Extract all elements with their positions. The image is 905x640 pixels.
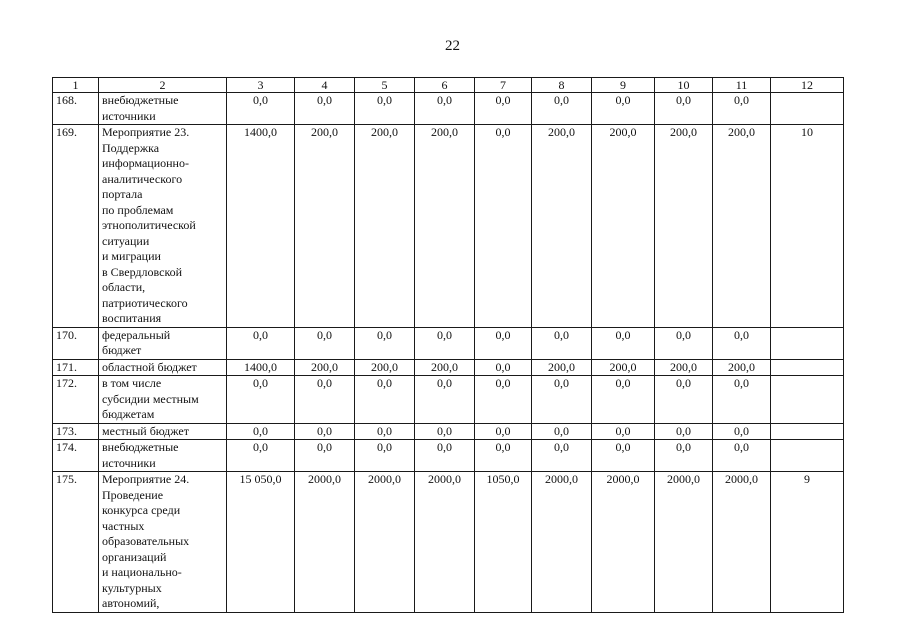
table-row	[53, 327, 844, 359]
row-number: 169.	[53, 125, 99, 328]
value-cell-col-7: 0,0	[475, 423, 532, 440]
value-cell-col-8: 0,0	[532, 376, 592, 424]
col-header-4: 4	[295, 78, 355, 93]
value-cell-col-9: 200,0	[592, 359, 655, 376]
value-cell-col-10: 0,0	[655, 376, 713, 424]
row-name: областной бюджет	[99, 359, 227, 376]
value-cell-col-7: 0,0	[475, 440, 532, 472]
value-cell-col-5: 0,0	[355, 440, 415, 472]
value-cell-col-6: 0,0	[415, 376, 475, 424]
result-cell	[771, 423, 844, 440]
value-cell-col-5: 0,0	[355, 93, 415, 125]
value-cell-col-6: 200,0	[415, 125, 475, 328]
result-cell	[771, 327, 844, 359]
col-header-1: 1	[53, 78, 99, 93]
value-cell-col-9: 200,0	[592, 125, 655, 328]
col-header-8: 8	[532, 78, 592, 93]
table-row	[53, 376, 844, 424]
col-header-11: 11	[713, 78, 771, 93]
row-number: 173.	[53, 423, 99, 440]
table-row	[53, 93, 844, 125]
value-cell-col-10: 0,0	[655, 440, 713, 472]
value-cell-col-6: 0,0	[415, 440, 475, 472]
col-header-3: 3	[227, 78, 295, 93]
col-header-5: 5	[355, 78, 415, 93]
table-row	[53, 472, 844, 613]
value-cell-col-3: 1400,0	[227, 359, 295, 376]
col-header-2: 2	[99, 78, 227, 93]
value-cell-col-8: 200,0	[532, 125, 592, 328]
value-cell-col-10: 2000,0	[655, 472, 713, 613]
value-cell-col-11: 200,0	[713, 125, 771, 328]
value-cell-col-9: 0,0	[592, 327, 655, 359]
value-cell-col-3: 15 050,0	[227, 472, 295, 613]
row-number: 168.	[53, 93, 99, 125]
value-cell-col-8: 0,0	[532, 423, 592, 440]
value-cell-col-5: 0,0	[355, 327, 415, 359]
col-header-9: 9	[592, 78, 655, 93]
row-name: Мероприятие 24. Проведение конкурса среди частных образовательных организаций и национально- культурных автономий,	[99, 472, 227, 613]
value-cell-col-8: 0,0	[532, 327, 592, 359]
result-cell	[771, 440, 844, 472]
value-cell-col-4: 2000,0	[295, 472, 355, 613]
value-cell-col-11: 200,0	[713, 359, 771, 376]
row-name: федеральный бюджет	[99, 327, 227, 359]
col-header-12: 12	[771, 78, 844, 93]
value-cell-col-3: 0,0	[227, 93, 295, 125]
value-cell-col-5: 200,0	[355, 125, 415, 328]
value-cell-col-8: 0,0	[532, 93, 592, 125]
value-cell-col-9: 0,0	[592, 93, 655, 125]
table-row	[53, 423, 844, 440]
value-cell-col-4: 0,0	[295, 327, 355, 359]
result-cell	[771, 359, 844, 376]
value-cell-col-10: 0,0	[655, 93, 713, 125]
value-cell-col-3: 0,0	[227, 327, 295, 359]
row-name: внебюджетные источники	[99, 440, 227, 472]
col-header-7: 7	[475, 78, 532, 93]
value-cell-col-7: 0,0	[475, 125, 532, 328]
value-cell-col-7: 0,0	[475, 93, 532, 125]
result-cell: 9	[771, 472, 844, 613]
value-cell-col-3: 0,0	[227, 423, 295, 440]
value-cell-col-4: 200,0	[295, 359, 355, 376]
row-name: местный бюджет	[99, 423, 227, 440]
col-header-10: 10	[655, 78, 713, 93]
page-number: 22	[445, 38, 460, 54]
value-cell-col-6: 0,0	[415, 327, 475, 359]
value-cell-col-7: 0,0	[475, 327, 532, 359]
value-cell-col-8: 200,0	[532, 359, 592, 376]
value-cell-col-10: 200,0	[655, 359, 713, 376]
table-row	[53, 125, 844, 328]
value-cell-col-9: 0,0	[592, 376, 655, 424]
result-cell	[771, 93, 844, 125]
row-name: в том числе субсидии местным бюджетам	[99, 376, 227, 424]
table-row	[53, 440, 844, 472]
value-cell-col-11: 2000,0	[713, 472, 771, 613]
table-row	[53, 359, 844, 376]
value-cell-col-9: 0,0	[592, 423, 655, 440]
value-cell-col-6: 0,0	[415, 93, 475, 125]
value-cell-col-11: 0,0	[713, 327, 771, 359]
row-name: внебюджетные источники	[99, 93, 227, 125]
row-number: 172.	[53, 376, 99, 424]
result-cell	[771, 376, 844, 424]
row-number: 174.	[53, 440, 99, 472]
value-cell-col-11: 0,0	[713, 423, 771, 440]
value-cell-col-4: 200,0	[295, 125, 355, 328]
row-number: 175.	[53, 472, 99, 613]
value-cell-col-9: 2000,0	[592, 472, 655, 613]
value-cell-col-10: 200,0	[655, 125, 713, 328]
value-cell-col-3: 0,0	[227, 376, 295, 424]
value-cell-col-10: 0,0	[655, 423, 713, 440]
value-cell-col-5: 0,0	[355, 376, 415, 424]
result-cell: 10	[771, 125, 844, 328]
value-cell-col-6: 200,0	[415, 359, 475, 376]
value-cell-col-10: 0,0	[655, 327, 713, 359]
value-cell-col-8: 2000,0	[532, 472, 592, 613]
value-cell-col-7: 0,0	[475, 376, 532, 424]
value-cell-col-11: 0,0	[713, 376, 771, 424]
value-cell-col-6: 2000,0	[415, 472, 475, 613]
value-cell-col-5: 200,0	[355, 359, 415, 376]
value-cell-col-3: 0,0	[227, 440, 295, 472]
header-row	[53, 78, 844, 93]
value-cell-col-9: 0,0	[592, 440, 655, 472]
row-number: 170.	[53, 327, 99, 359]
col-header-6: 6	[415, 78, 475, 93]
value-cell-col-6: 0,0	[415, 423, 475, 440]
value-cell-col-4: 0,0	[295, 440, 355, 472]
value-cell-col-7: 1050,0	[475, 472, 532, 613]
value-cell-col-8: 0,0	[532, 440, 592, 472]
value-cell-col-3: 1400,0	[227, 125, 295, 328]
value-cell-col-11: 0,0	[713, 440, 771, 472]
value-cell-col-11: 0,0	[713, 93, 771, 125]
value-cell-col-5: 2000,0	[355, 472, 415, 613]
value-cell-col-7: 0,0	[475, 359, 532, 376]
row-number: 171.	[53, 359, 99, 376]
value-cell-col-5: 0,0	[355, 423, 415, 440]
value-cell-col-4: 0,0	[295, 93, 355, 125]
value-cell-col-4: 0,0	[295, 423, 355, 440]
budget-table	[52, 77, 844, 613]
value-cell-col-4: 0,0	[295, 376, 355, 424]
row-name: Мероприятие 23. Поддержка информационно- аналитического портала по проблемам этнополитической ситуации и миграции в Свердловской области, патриотического воспитания	[99, 125, 227, 328]
